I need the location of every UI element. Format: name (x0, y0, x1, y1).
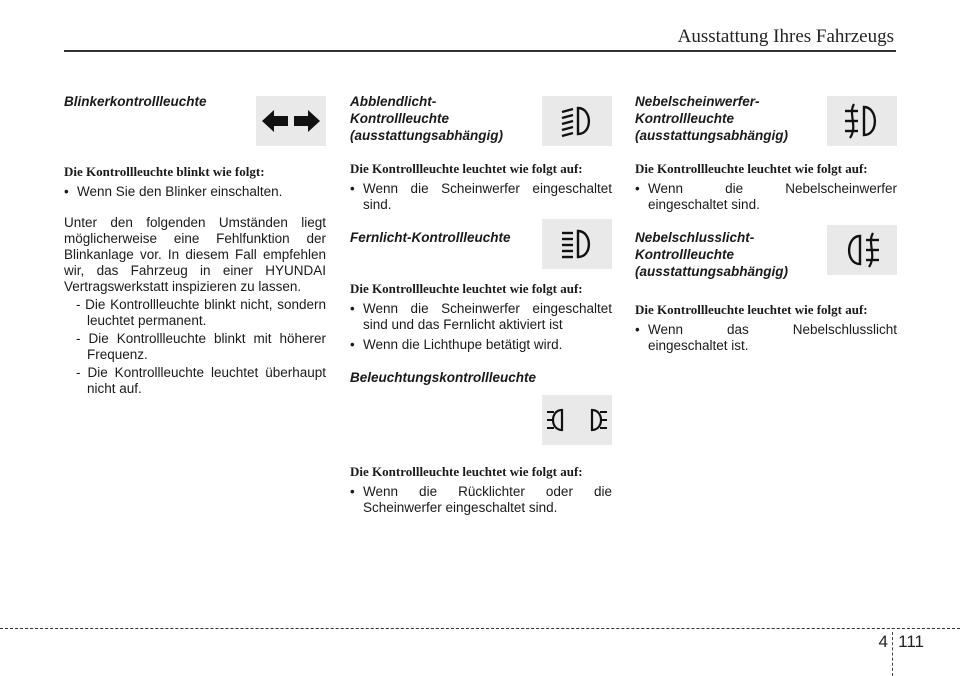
dash-item: - Die Kontrollleuchte leuchtet überhaupt nicht auf. (64, 365, 326, 397)
lead-text: Die Kontrollleuchte leuchtet wie folgt auf: (350, 464, 583, 479)
column-turn-signal (64, 93, 326, 399)
header-rule (64, 50, 896, 52)
section-front-fog (635, 93, 897, 153)
lead-text: Die Kontrollleuchte blinkt wie folgt: (64, 164, 265, 179)
bullet-item: • Wenn die Rücklichter oder die Scheinwerfer eingeschaltet sind. (350, 484, 612, 516)
section-position-lights (350, 369, 612, 464)
turn-signal-arrows-icon (256, 96, 326, 146)
dash-item: - Die Kontrollleuchte blinkt nicht, sondern leuchtet permanent. (64, 297, 326, 329)
section-turn-signal (64, 93, 326, 153)
chapter-number: 4 (878, 632, 888, 651)
footer-divider (892, 632, 893, 676)
page-header-title: Ausstattung Ihres Fahrzeugs (677, 26, 894, 47)
section-heading: Nebelschlusslicht- Kontrollleuchte (ausstattungsabhängig) (635, 230, 789, 279)
bullet-item: • Wenn Sie den Blinker einschalten. (64, 184, 326, 200)
lead-text: Die Kontrollleuchte leuchtet wie folgt auf: (635, 302, 868, 317)
footer-rule (0, 628, 960, 629)
section-heading: Beleuchtungskontrollleuchte (350, 370, 537, 385)
dash-item: - Die Kontrollleuchte blinkt mit höherer Frequenz. (64, 331, 326, 363)
section-low-beam (350, 93, 612, 153)
lead-text: Die Kontrollleuchte leuchtet wie folgt auf: (635, 161, 868, 176)
bullet-item: • Wenn das Nebelschlusslicht eingeschaltet ist. (635, 322, 897, 354)
section-heading: Fernlicht-Kontrollleuchte (350, 230, 511, 245)
bullet-item: • Wenn die Nebelscheinwerfer eingeschaltet sind. (635, 181, 897, 213)
lead-text: Die Kontrollleuchte leuchtet wie folgt auf: (350, 161, 583, 176)
section-heading: Blinkerkontrollleuchte (64, 94, 207, 109)
column-headlights (350, 93, 612, 520)
body-paragraph: Unter den folgenden Umständen liegt möglicherweise eine Fehlfunktion der Blinkanlage vor. In diesem Fall empfehlen wir, das Fahrzeug in einer HYUNDAI Vertragswerkstatt inspizieren zu lassen. (64, 215, 326, 294)
position-lights-icon (542, 395, 612, 445)
lead-text: Die Kontrollleuchte leuchtet wie folgt auf: (350, 281, 583, 296)
high-beam-icon (542, 219, 612, 269)
section-high-beam (350, 229, 612, 281)
section-rear-fog (635, 229, 897, 302)
section-heading: Abblendlicht- Kontrollleuchte (ausstattungsabhängig) (350, 94, 504, 143)
low-beam-icon (542, 96, 612, 146)
bullet-item: • Wenn die Scheinwerfer eingeschaltet sind. (350, 181, 612, 213)
bullet-item: • Wenn die Scheinwerfer eingeschaltet sind und das Fernlicht aktiviert ist (350, 301, 612, 333)
front-fog-light-icon (827, 96, 897, 146)
rear-fog-light-icon (827, 225, 897, 275)
section-heading: Nebelscheinwerfer- Kontrollleuchte (ausstattungsabhängig) (635, 94, 789, 143)
column-fog-lights (635, 93, 897, 358)
bullet-item: • Wenn die Lichthupe betätigt wird. (350, 337, 612, 353)
page-number: 111 (898, 632, 924, 651)
